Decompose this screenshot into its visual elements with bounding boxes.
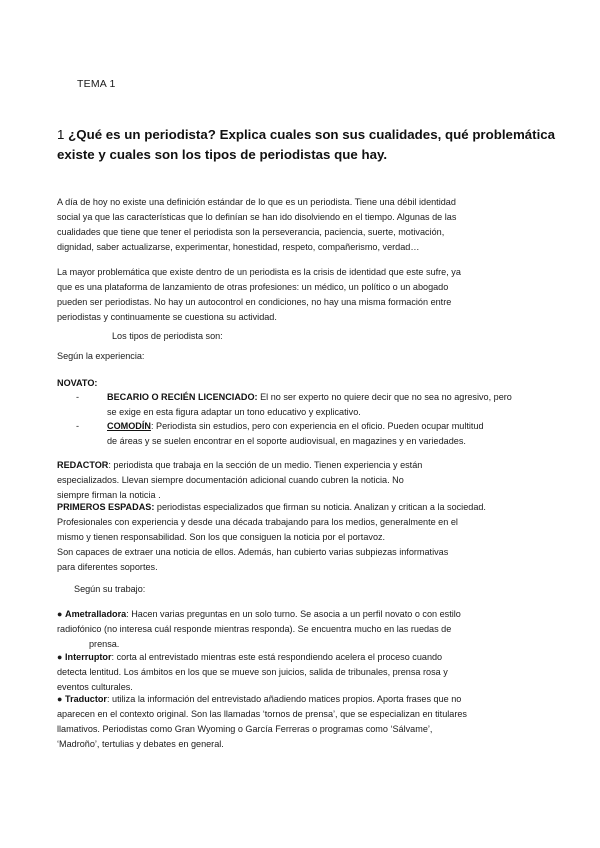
- redactor-label: REDACTOR: [57, 460, 109, 470]
- espadas-text: Profesionales con experiencia y desde una década trabajando para los medios, generalmente en el: [57, 517, 458, 527]
- traductor-label: Traductor: [65, 694, 107, 704]
- espadas-label: PRIMEROS ESPADAS:: [57, 502, 155, 512]
- problem-line: pueden ser periodistas. No hay un autocontrol en condiciones, no hay una misma formación entre: [57, 297, 452, 307]
- redactor-text: siempre firman la noticia .: [57, 490, 161, 500]
- intro-line: cualidades que tiene que tener el periodista son la perseverancia, paciencia, suerte, motivación,: [57, 227, 445, 237]
- types-intro: Los tipos de periodista son:: [112, 331, 223, 341]
- interruptor-label: Interruptor: [65, 652, 112, 662]
- dash-marker: -: [76, 392, 80, 402]
- novato-title: [57, 376, 97, 391]
- problem-line: periodistas y continuamente se cuestiona su actividad.: [57, 312, 277, 322]
- becario-item: [107, 390, 562, 420]
- comodin-item: [107, 419, 562, 449]
- ametralladora-text: : Hacen varias preguntas en un solo turno. Se asocia a un perfil novato o con estilo: [126, 609, 461, 619]
- bullet-icon: ●: [57, 609, 63, 619]
- comodin-label: COMODÍN: [107, 421, 151, 431]
- espadas-text: Son capaces de extraer una noticia de ellos. Además, han cubierto varias subpiezas informativas: [57, 547, 449, 557]
- espadas-text: mismo y tienen responsabilidad. Son los que consiguen la noticia por el portavoz.: [57, 532, 386, 542]
- becario-label: BECARIO O RECIÉN LICENCIADO:: [107, 392, 258, 402]
- traductor-text: ‘Madroño’, tertulias y debates en general.: [57, 739, 224, 749]
- question-line-1: ¿Qué es un periodista? Explica cuales son sus cualidades, qué problemática: [68, 127, 556, 142]
- by-work-heading: Según su trabajo:: [74, 584, 146, 594]
- redactor-text: : periodista que trabaja en la sección de un medio. Tienen experiencia y están: [108, 460, 423, 470]
- bullet-icon: ●: [57, 652, 63, 662]
- becario-text: El no ser experto no quiere decir que no sea no agresivo, pero: [257, 392, 512, 402]
- redactor-paragraph: [57, 458, 557, 503]
- interruptor-item: [57, 650, 562, 695]
- espadas-text: periodistas especializados que firman su noticia. Analizan y critican a la sociedad.: [154, 502, 486, 512]
- question-heading: [57, 125, 557, 165]
- traductor-text: : utiliza la información del entrevistado añadiendo matices propios. Aporta frases que no: [106, 694, 462, 704]
- espadas-paragraph: [57, 500, 557, 575]
- intro-paragraph: [57, 195, 557, 255]
- problem-paragraph: [57, 265, 557, 325]
- espadas-text: para diferentes soportes.: [57, 562, 158, 572]
- novato-label: NOVATO:: [57, 378, 98, 388]
- redactor-text: especializados. Llevan siempre documentación adicional cuando cubren la noticia. No: [57, 475, 404, 485]
- ametralladora-label: Ametralladora: [65, 609, 127, 619]
- ametralladora-item: [57, 607, 562, 652]
- problem-line: La mayor problemática que existe dentro de un periodista es la crisis de identidad que este sufre, ya: [57, 267, 461, 277]
- question-line-2: existe y cuales son los tipos de periodistas que hay.: [57, 147, 388, 162]
- dash-marker: -: [76, 421, 80, 431]
- interruptor-text: : corta al entrevistado mientras este está respondiendo acelera el proceso cuando: [111, 652, 443, 662]
- interruptor-text: eventos culturales.: [57, 682, 133, 692]
- comodin-text: de áreas y se suelen encontrar en el soporte audiovisual, en magazines y en variedades.: [107, 436, 466, 446]
- traductor-item: [57, 692, 567, 752]
- intro-line: social ya que las características que lo definían se han ido disolviendo en el tiempo. Algunas de las: [57, 212, 457, 222]
- by-experience-heading: Según la experiencia:: [57, 351, 145, 361]
- comodin-text: : Periodista sin estudios, pero con experiencia en el oficio. Pueden ocupar multitud: [150, 421, 484, 431]
- ametralladora-text: prensa.: [89, 639, 120, 649]
- traductor-text: llamativos. Periodistas como Gran Wyoming o García Ferreras o programas como ‘Sálvame’,: [57, 724, 433, 734]
- problem-line: que es una plataforma de lanzamiento de otras profesiones: un médico, un político o un abogado: [57, 282, 449, 292]
- bullet-icon: ●: [57, 694, 63, 704]
- intro-line: A día de hoy no existe una definición estándar de lo que es un periodista. Tiene una débil identidad: [57, 197, 456, 207]
- ametralladora-text: radiofónico (no interesa cuál responde mientras responda). Se encuentra mucho en las ruedas de: [57, 624, 452, 634]
- question-number: 1: [57, 127, 65, 142]
- traductor-text: aparecen en el contexto original. Son las llamadas ‘tornos de prensa’, que se especializan en titulares: [57, 709, 467, 719]
- interruptor-text: detecta lentitud. Los ámbitos en los que se mueve son juicios, salida de tribunales, prensa rosa y: [57, 667, 448, 677]
- becario-text: se exige en esta figura adaptar un tono educativo y explicativo.: [107, 407, 361, 417]
- section-heading: TEMA 1: [77, 78, 116, 90]
- intro-line: dignidad, saber actualizarse, experimentar, honestidad, respeto, compañerismo, verdad…: [57, 242, 420, 252]
